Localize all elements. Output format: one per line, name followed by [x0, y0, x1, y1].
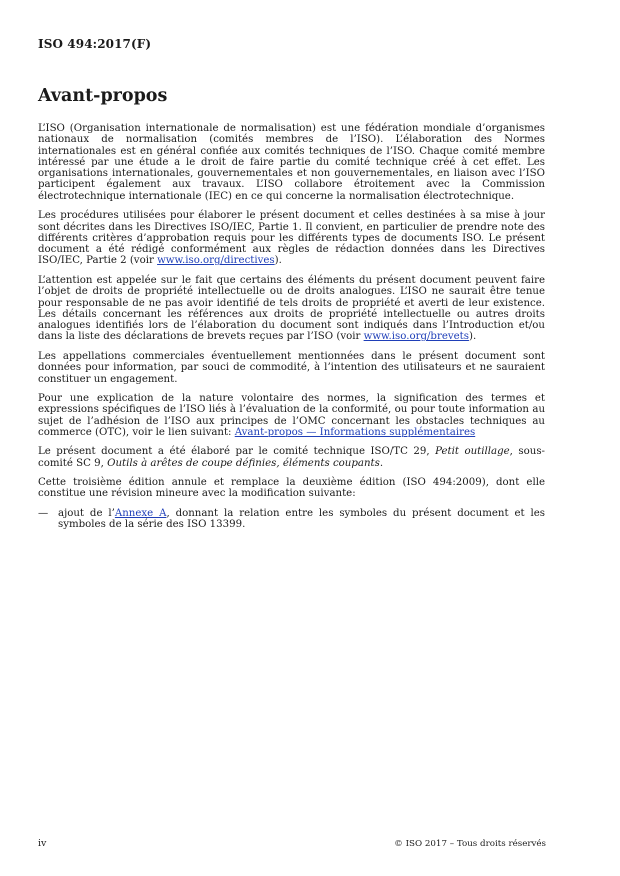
paragraph-edition: Cette troisième édition annule et remplace la deuxième édition (ISO 494:2009), dont elle constitue une révision mineure avec la modification suivante:	[38, 477, 545, 500]
list-item-text	[58, 508, 545, 531]
copyright-notice: © ISO 2017 – Tous droits réservés	[394, 839, 546, 849]
paragraph-text: Pour une explication de la nature volontaire des normes, la signification des termes et expressions spécifiques de l’ISO liés à l’évaluation de la conformité, ou pour toute information au sujet de l’adhésion de l’ISO aux principes de l’OMC concernant les obstacles techniques au commerce (OTC), voir le lien suivant:	[38, 392, 545, 438]
list-text: , donnant la relation entre les symboles du présent document et les symboles de la série des ISO 13399.	[58, 507, 545, 531]
annex-a-link[interactable]: Annexe A	[114, 507, 167, 519]
committee-name: Petit outillage	[435, 446, 510, 458]
directives-link[interactable]: www.iso.org/directives	[157, 255, 275, 267]
paragraph-text: Le présent document a été élaboré par le comité technique ISO/TC 29,	[38, 446, 436, 458]
paragraph-patents	[38, 275, 545, 343]
paragraph-voluntary-nature	[38, 393, 545, 438]
paragraph-trade-names: Les appellations commerciales éventuellement mentionnées dans le présent document sont données pour information, par souci de commodité, à l’intention des utilisateurs et ne sauraient constituer un engagement.	[38, 350, 545, 385]
page-title: Avant-propos	[38, 86, 168, 106]
paragraph-procedures	[38, 210, 545, 266]
paragraph-text: Les procédures utilisées pour élaborer le présent document et celles destinées à sa mise à jour sont décrites dans les Directives ISO/IEC, Partie 1. Il convient, en particulier de prendre note des différents critères d’approbation requis pour les différents types de documents ISO. Le présent document a été rédigé conformément aux règles de rédaction données dans les Directives ISO/IEC, Partie 2 (voir	[38, 210, 545, 267]
paragraph-text: L’attention est appelée sur le fait que certains des éléments du présent document peuvent faire l’objet de droits de propriété intellectuelle ou de droits analogues. L’ISO ne saurait être tenue pour responsable de ne pas avoir identifié de tels droits de propriété et averti de leur existence. Les détails concernant les références aux droits de propriété intellectuelle ou autres droits analogues identifiés lors de l’élaboration du document sont indiqués dans l’Introduction et/ou dans la liste des déclarations de brevets reçues par l’ISO (voir	[38, 274, 545, 343]
paragraph-iso-description: L’ISO (Organisation internationale de normalisation) est une fédération mondiale d’organismes nationaux de normalisation (comités membres de l’ISO). L’élaboration des Normes internationales est en général confiée aux comités techniques de l’ISO. Chaque comité membre intéressé par une étude a le droit de faire partie du comité technique créé à cet effet. Les organisations internationales, gouvernementales et non gouvernementales, en liaison avec l’ISO participent également aux travaux. L’ISO collabore étroitement avec la Commission électrotechnique internationale (IEC) en ce qui concerne la normalisation électrotechnique.	[38, 123, 545, 202]
document-id: ISO 494:2017(F)	[38, 37, 152, 51]
list-text: ajout de l’	[58, 507, 115, 519]
supplementary-info-link[interactable]: Avant-propos — Informations supplémentaires	[234, 426, 476, 438]
paragraph-text: ).	[468, 331, 477, 343]
document-body	[38, 123, 545, 531]
paragraph-text: ).	[274, 255, 282, 267]
subcommittee-name: Outils à arêtes de coupe définies, éléments coupants	[107, 457, 380, 469]
list-dash: —	[38, 507, 49, 519]
page-number: iv	[38, 838, 47, 849]
paragraph-text: .	[379, 457, 384, 469]
patents-link[interactable]: www.iso.org/brevets	[363, 331, 469, 343]
paragraph-committee	[38, 446, 545, 469]
list-item	[38, 508, 545, 531]
paragraph-text: , sous-comité SC 9,	[38, 446, 545, 469]
